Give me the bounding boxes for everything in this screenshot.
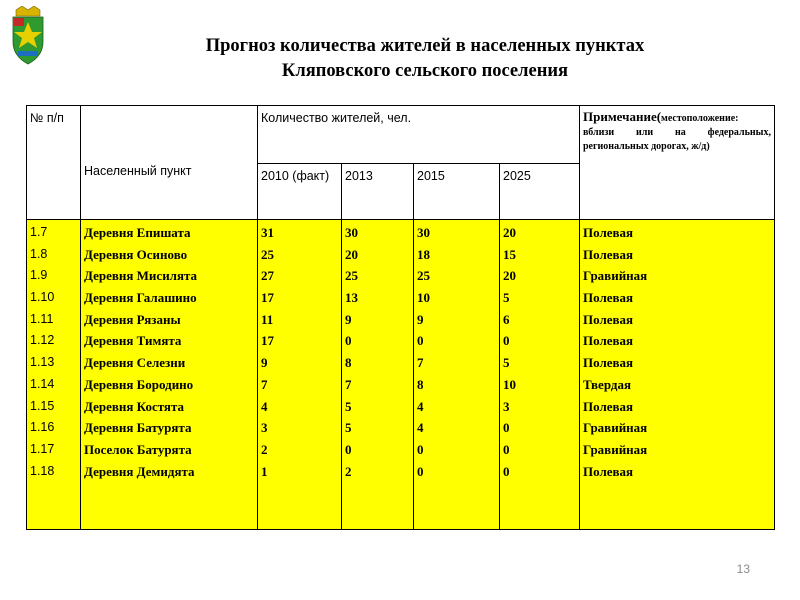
cell-num: 1.16 <box>30 420 55 435</box>
header-year-2025: 2025 <box>500 164 580 220</box>
cell-y2015: 4 <box>417 398 424 414</box>
cell-y2015: 0 <box>417 463 424 479</box>
cell-y2010: 11 <box>261 311 274 327</box>
cell-note: Гравийная <box>583 268 648 284</box>
cell-note: Полевая <box>583 463 634 479</box>
cell-y2013: 2 <box>345 463 352 479</box>
cell-name: Деревня Костята <box>84 398 185 414</box>
cell-y2025: 15 <box>503 246 516 262</box>
cell-y2015: 0 <box>417 441 424 457</box>
cell-name: Деревня Галашино <box>84 290 197 306</box>
header-year-2013: 2013 <box>342 164 414 220</box>
cell-y2015: 10 <box>417 290 430 306</box>
cell-note: Полевая <box>583 246 634 262</box>
col-num <box>27 220 81 530</box>
cell-y2015: 8 <box>417 376 424 392</box>
cell-y2025: 0 <box>503 441 510 457</box>
cell-y2013: 7 <box>345 376 352 392</box>
cell-note: Полевая <box>583 398 634 414</box>
page-number: 13 <box>736 562 750 576</box>
cell-y2025: 20 <box>503 268 516 284</box>
col-settlement <box>81 220 258 530</box>
data-rows <box>27 220 775 530</box>
header-year-2010: 2010 (факт) <box>258 164 342 220</box>
cell-name: Деревня Рязаны <box>84 311 181 327</box>
cell-y2010: 2 <box>261 441 268 457</box>
cell-name: Деревня Демидята <box>84 463 195 479</box>
title-line-2: Кляповского сельского поселения <box>281 61 569 81</box>
header-note-detail: местоположение: вблизи или на федеральных, региональных дорогах, ж/д) <box>583 113 771 152</box>
cell-y2010: 1 <box>261 463 268 479</box>
cell-name: Деревня Бородино <box>84 376 194 392</box>
cell-num: 1.17 <box>30 441 55 456</box>
cell-note: Полевая <box>583 355 634 371</box>
cell-y2025: 5 <box>503 290 510 306</box>
cell-y2015: 18 <box>417 246 430 262</box>
cell-y2025: 0 <box>503 333 510 349</box>
cell-y2015: 25 <box>417 268 430 284</box>
cell-y2010: 4 <box>261 398 268 414</box>
col-2013 <box>342 220 414 530</box>
cell-note: Твердая <box>583 376 631 392</box>
cell-y2013: 25 <box>345 268 358 284</box>
cell-y2025: 3 <box>503 398 510 414</box>
page-title <box>95 34 755 84</box>
col-2015 <box>414 220 500 530</box>
cell-y2013: 9 <box>345 311 352 327</box>
cell-y2013: 13 <box>345 290 358 306</box>
col-note <box>580 220 775 530</box>
cell-num: 1.8 <box>30 246 48 261</box>
cell-y2013: 8 <box>345 355 352 371</box>
cell-y2015: 30 <box>417 225 430 240</box>
header-num: № п/п <box>27 106 81 220</box>
cell-y2010: 3 <box>261 420 268 436</box>
cell-y2015: 0 <box>417 333 424 349</box>
cell-name: Деревня Тимята <box>84 333 182 349</box>
cell-y2010: 27 <box>261 268 274 284</box>
cell-num: 1.9 <box>30 268 48 283</box>
population-forecast-table <box>26 105 775 530</box>
cell-y2013: 0 <box>345 441 352 457</box>
cell-y2015: 4 <box>417 420 424 436</box>
cell-y2025: 0 <box>503 463 510 479</box>
cell-note: Гравийная <box>583 420 648 436</box>
cell-y2013: 5 <box>345 398 352 414</box>
cell-y2010: 25 <box>261 246 274 262</box>
header-note-lead: Примечание( <box>583 109 662 124</box>
cell-y2010: 31 <box>261 225 274 240</box>
cell-name: Деревня Батурята <box>84 420 192 436</box>
cell-y2025: 10 <box>503 376 516 392</box>
cell-num: 1.15 <box>30 398 55 413</box>
cell-name: Деревня Епишата <box>84 225 191 240</box>
cell-y2010: 17 <box>261 333 274 349</box>
cell-y2013: 5 <box>345 420 352 436</box>
header-row <box>27 106 775 164</box>
header-settlement: Населенный пункт <box>81 106 258 220</box>
cell-y2013: 30 <box>345 225 358 240</box>
cell-num: 1.14 <box>30 376 55 391</box>
cell-y2015: 7 <box>417 355 424 371</box>
col-2025 <box>500 220 580 530</box>
cell-num: 1.10 <box>30 290 55 305</box>
cell-y2010: 7 <box>261 376 268 392</box>
cell-note: Гравийная <box>583 441 648 457</box>
header-residents: Количество жителей, чел. <box>258 106 580 164</box>
cell-note: Полевая <box>583 333 634 349</box>
cell-num: 1.12 <box>30 333 55 348</box>
cell-y2025: 20 <box>503 225 516 240</box>
col-2010 <box>258 220 342 530</box>
cell-name: Поселок Батурята <box>84 441 192 457</box>
cell-note: Полевая <box>583 290 634 306</box>
cell-y2015: 9 <box>417 311 424 327</box>
cell-note: Полевая <box>583 311 634 327</box>
cell-num: 1.7 <box>30 225 48 239</box>
header-year-2015: 2015 <box>414 164 500 220</box>
cell-name: Деревня Мисилята <box>84 268 198 284</box>
cell-y2010: 9 <box>261 355 268 371</box>
cell-y2010: 17 <box>261 290 274 306</box>
header-note <box>580 106 775 220</box>
cell-y2025: 6 <box>503 311 510 327</box>
cell-num: 1.13 <box>30 355 55 370</box>
cell-y2013: 0 <box>345 333 352 349</box>
cell-num: 1.18 <box>30 463 55 478</box>
cell-num: 1.11 <box>30 311 54 326</box>
title-line-1: Прогноз количества жителей в населенных пунктах <box>205 36 645 56</box>
cell-y2013: 20 <box>345 246 358 262</box>
cell-y2025: 5 <box>503 355 510 371</box>
cell-note: Полевая <box>583 225 634 240</box>
cell-name: Деревня Селезни <box>84 355 186 371</box>
coat-of-arms-emblem <box>8 6 48 66</box>
cell-y2025: 0 <box>503 420 510 436</box>
cell-name: Деревня Осиново <box>84 246 188 262</box>
